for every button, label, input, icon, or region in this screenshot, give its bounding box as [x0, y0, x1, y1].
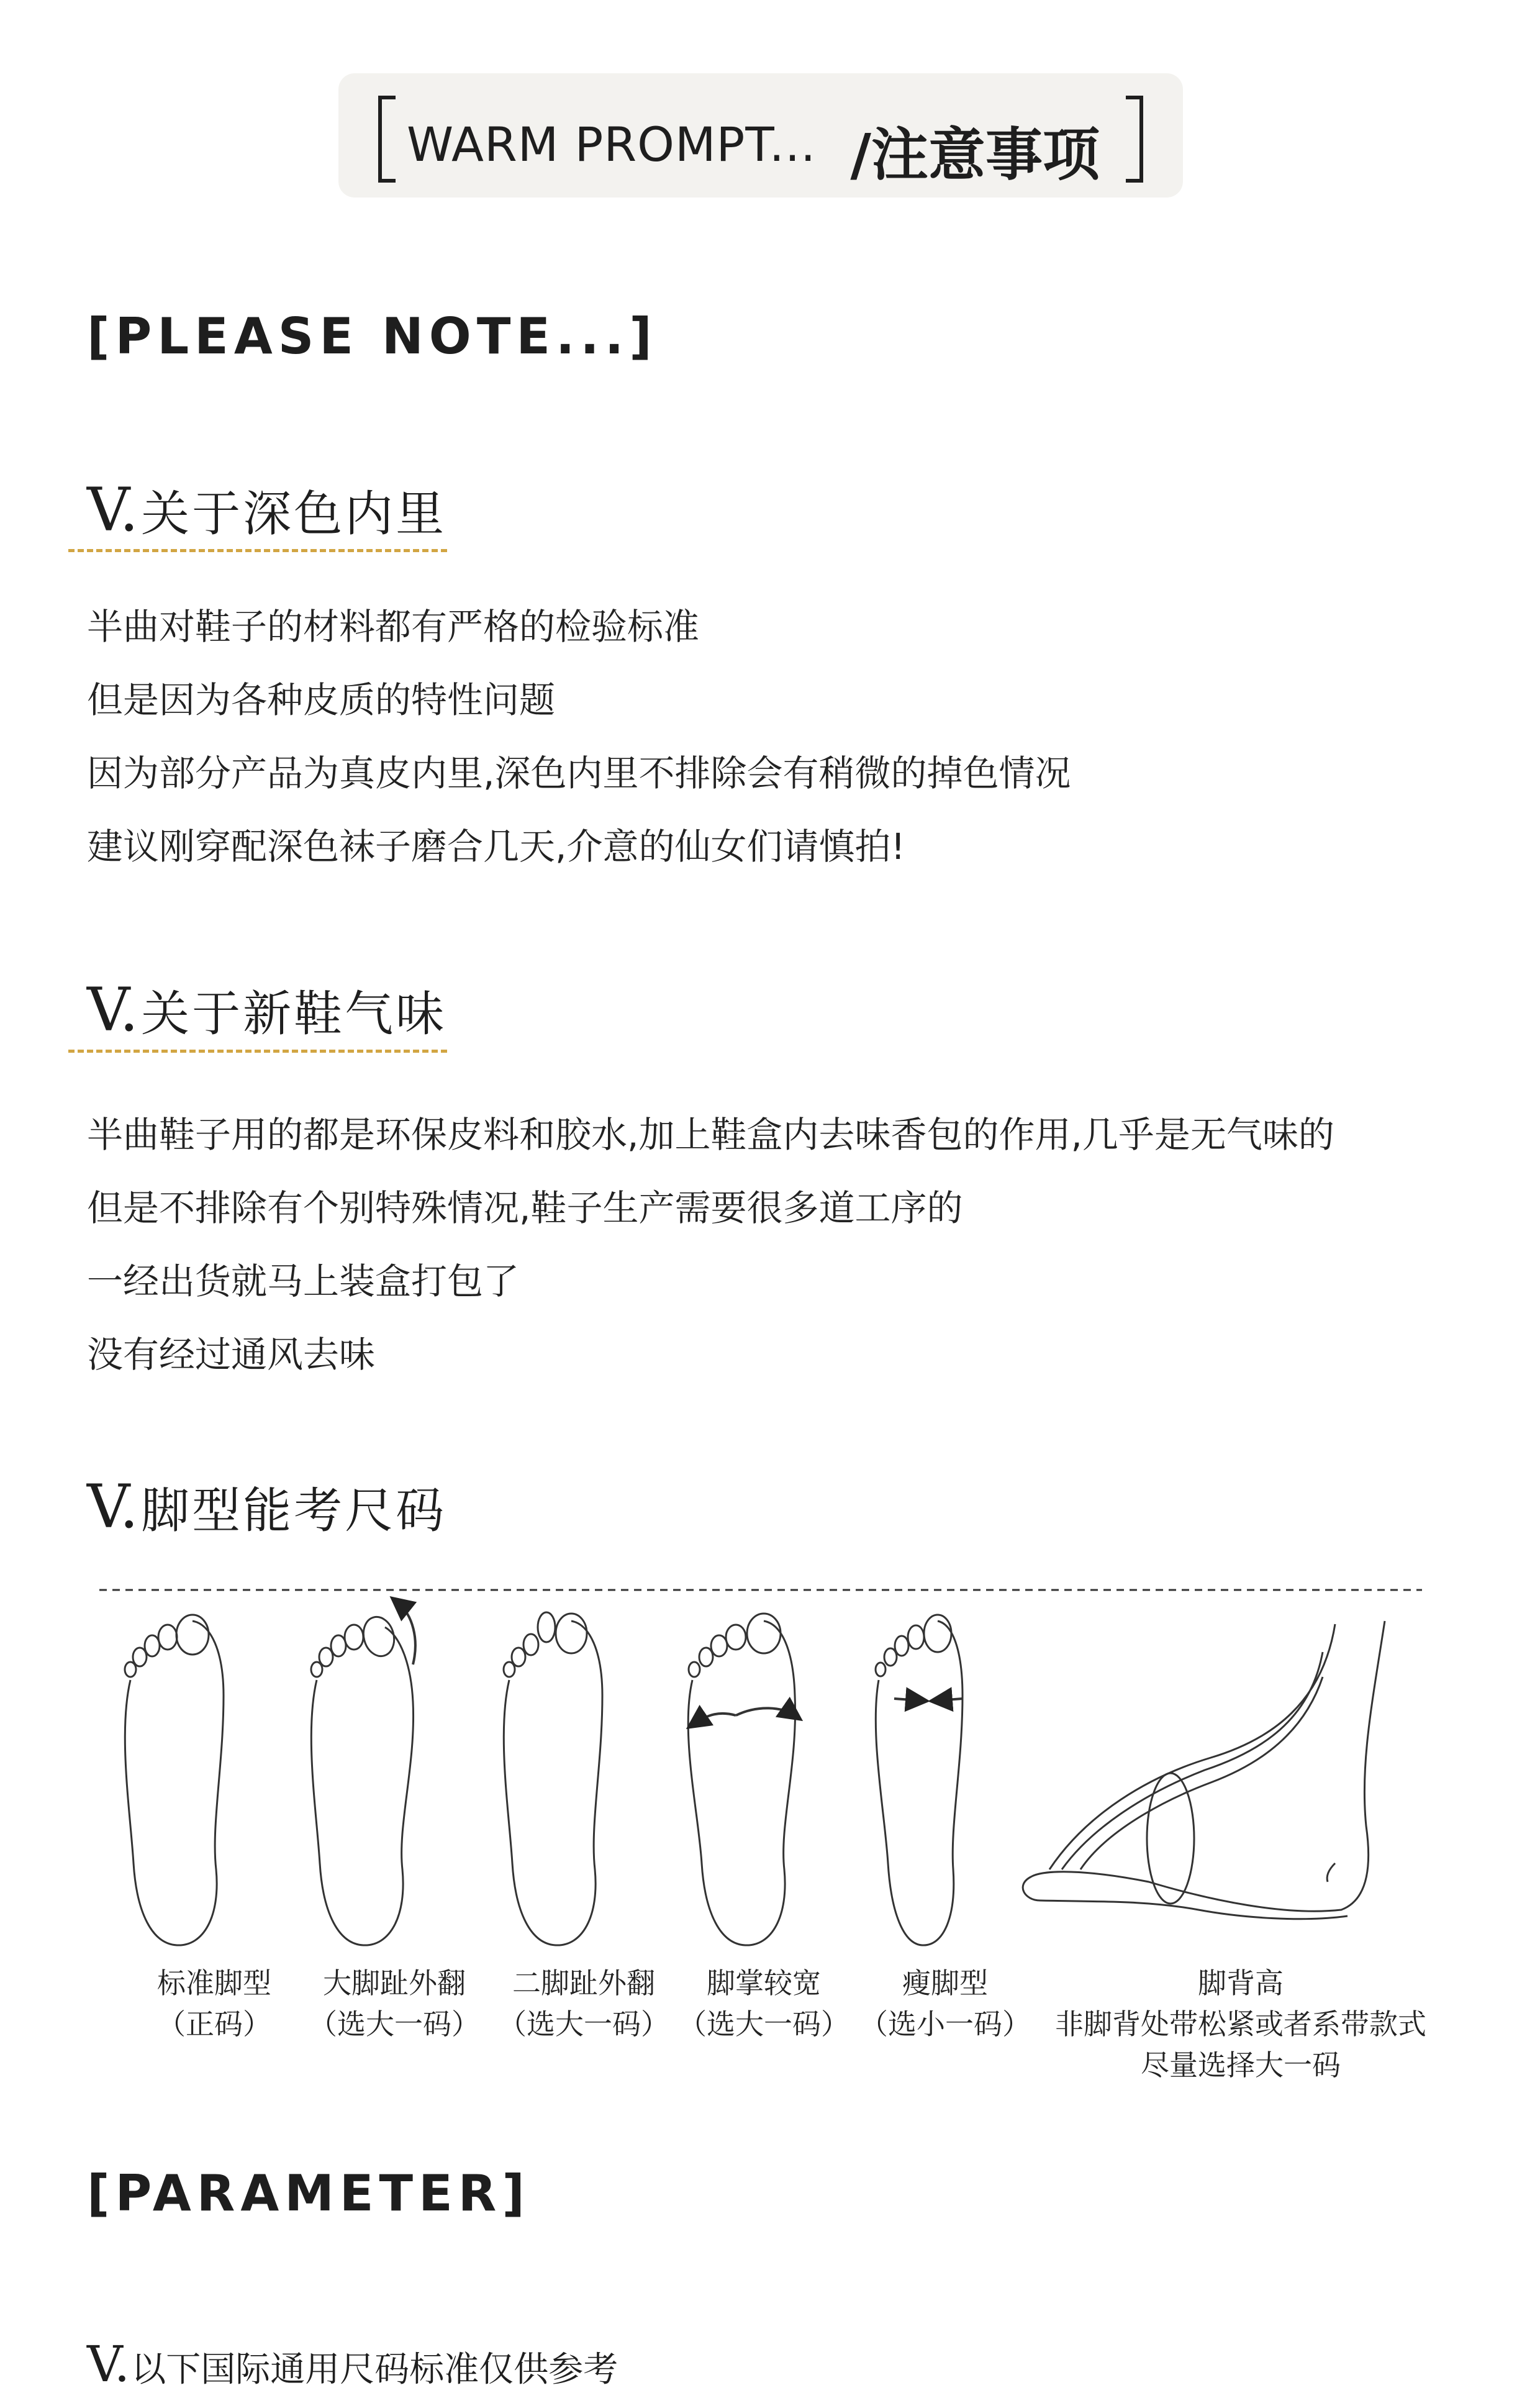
foot-type-name: 脚掌较宽 [707, 1966, 821, 2000]
section-numeral: V. [87, 975, 139, 1045]
body-line: 没有经过通风去味 [87, 1333, 376, 1376]
title-banner [338, 73, 1183, 198]
foot-type-size-note: （选大一码） [498, 2007, 669, 2041]
second-toe-foot-drawing [504, 1612, 602, 1945]
body-line: 建议刚穿配深色袜子磨合几天,介意的仙女们请慎拍! [87, 825, 905, 868]
foot-label-slim [859, 1963, 1031, 2045]
section-heading-foot-type [87, 1472, 446, 1542]
section-title: 以下国际通用尺码标准仅供参考 [131, 2350, 618, 2390]
foot-type-size-note: （选大一码） [678, 2007, 849, 2041]
foot-type-name: 标准脚型 [157, 1966, 271, 2000]
foot-type-size-note: （选大一码） [309, 2007, 480, 2041]
foot-type-size-note: （正码） [157, 2007, 271, 2041]
section-numeral: V. [87, 2335, 130, 2393]
wide-foot-drawing [688, 1614, 795, 1945]
section-underline [68, 1050, 447, 1053]
high-instep-foot-drawing [1023, 1621, 1385, 1919]
section-body-new-shoe-smell [87, 1098, 1334, 1391]
section-body-dark-lining [87, 590, 1071, 883]
title-chinese: /注意事项 [850, 122, 1100, 188]
body-line: 但是因为各种皮质的特性问题 [87, 679, 556, 721]
section-title: 关于新鞋气味 [141, 986, 447, 1042]
bunion-foot-drawing [311, 1602, 415, 1945]
standard-foot-drawing [125, 1615, 224, 1945]
foot-type-size-note: 非脚背处带松紧或者系带款式 [1055, 2007, 1426, 2041]
foot-type-name: 脚背高 [1198, 1966, 1284, 2000]
section-heading-new-shoe-smell [87, 975, 446, 1045]
title-english: WARM PROMPT... [407, 117, 817, 172]
section-underline [68, 549, 447, 552]
section-heading-size-standard [87, 2335, 618, 2393]
body-line: 但是不排除有个别特殊情况,鞋子生产需要很多道工序的 [87, 1187, 963, 1229]
foot-type-illustration [93, 1578, 1428, 1963]
parameter-heading: [PARAMETER] [87, 2164, 530, 2222]
foot-label-second-toe [498, 1963, 669, 2045]
body-line: 一经出货就马上装盒打包了 [87, 1260, 520, 1302]
body-line: 半曲鞋子用的都是环保皮料和胶水,加上鞋盒内去味香包的作用,几乎是无气味的 [87, 1114, 1334, 1156]
foot-label-wide [678, 1963, 849, 2045]
foot-type-size-note-2: 尽量选择大一码 [1141, 2048, 1341, 2082]
please-note-heading: [PLEASE NOTE...] [87, 307, 658, 365]
section-numeral: V. [87, 475, 139, 545]
body-line: 因为部分产品为真皮内里,深色内里不排除会有稍微的掉色情况 [87, 752, 1071, 794]
body-line: 半曲对鞋子的材料都有严格的检验标准 [87, 606, 700, 648]
foot-label-bunion [309, 1963, 480, 2045]
section-title: 脚型能考尺码 [141, 1483, 447, 1539]
foot-label-standard [157, 1963, 271, 2045]
foot-label-high-instep [1055, 1963, 1426, 2086]
foot-type-name: 二脚趾外翻 [512, 1966, 655, 2000]
left-bracket-decoration [378, 96, 396, 183]
foot-type-size-note: （选小一码） [859, 2007, 1031, 2041]
section-heading-dark-lining [87, 475, 446, 545]
slim-foot-drawing [876, 1615, 962, 1945]
foot-type-name: 瘦脚型 [902, 1966, 988, 2000]
right-bracket-decoration [1126, 96, 1143, 183]
section-numeral: V. [87, 1472, 139, 1542]
section-title: 关于深色内里 [141, 486, 447, 542]
foot-type-name: 大脚趾外翻 [323, 1966, 466, 2000]
